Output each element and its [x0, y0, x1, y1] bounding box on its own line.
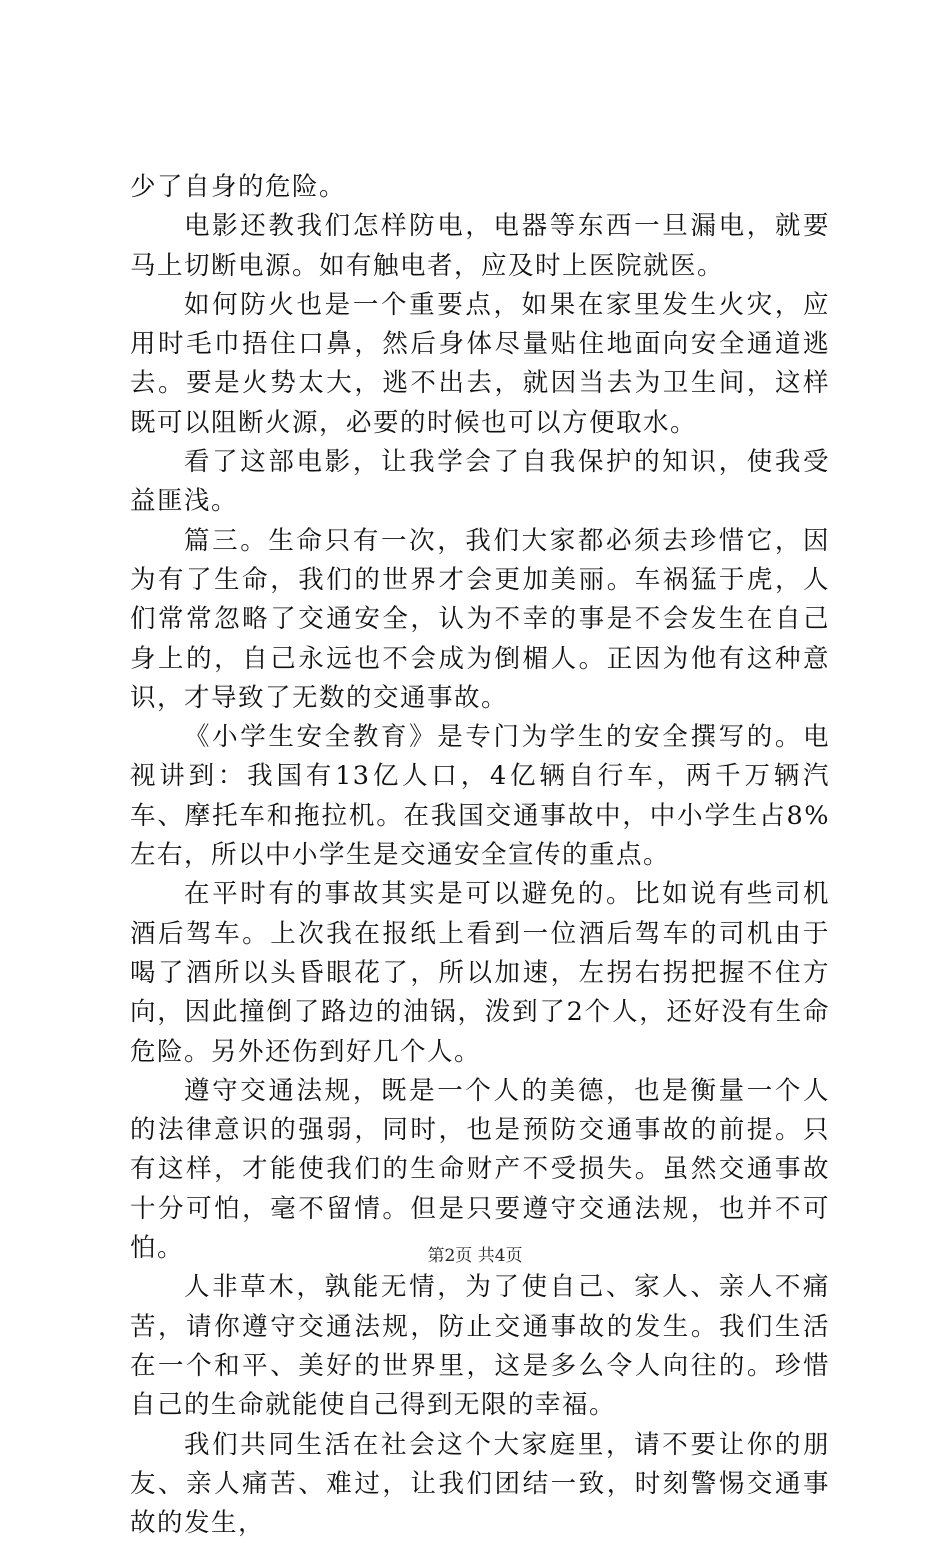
paragraph: 电影还教我们怎样防电，电器等东西一旦漏电，就要马上切断电源。如有触电者，应及时上医院就医。: [130, 207, 830, 286]
paragraph: 看了这部电影，让我学会了自我保护的知识，使我受益匪浅。: [130, 443, 830, 522]
paragraph: 《小学生安全教育》是专门为学生的安全撰写的。电视讲到：我国有13亿人口，4亿辆自行车，两千万辆汽车、摩托车和拖拉机。在我国交通事故中，中小学生占8%左右，所以中小学生是交通安全宣传的重点。: [130, 718, 830, 875]
paragraph: 篇三。生命只有一次，我们大家都必须去珍惜它，因为有了生命，我们的世界才会更加美丽。车祸猛于虎，人们常常忽略了交通安全，认为不幸的事是不会发生在自己身上的，自己永远也不会成为倒楣人。正因为他有这种意识，才导致了无数的交通事故。: [130, 522, 830, 718]
paragraph: 少了自身的危险。: [130, 168, 830, 207]
paragraph: 在平时有的事故其实是可以避免的。比如说有些司机酒后驾车。上次我在报纸上看到一位酒后驾车的司机由于喝了酒所以头昏眼花了，所以加速，左拐右拐把握不住方向，因此撞倒了路边的油锅，泼到了2个人，还好没有生命危险。另外还伤到好几个人。: [130, 875, 830, 1071]
document-body: [130, 168, 830, 1543]
paragraph: 人非草木，孰能无情，为了使自己、家人、亲人不痛苦，请你遵守交通法规，防止交通事故的发生。我们生活在一个和平、美好的世界里，这是多么令人向往的。珍惜自己的生命就能使自己得到无限的幸福。: [130, 1268, 830, 1425]
paragraph: 遵守交通法规，既是一个人的美德，也是衡量一个人的法律意识的强弱，同时，也是预防交通事故的前提。只有这样，才能使我们的生命财产不受损失。虽然交通事故十分可怕，毫不留情。但是只要遵守交通法规，也并不可怕。: [130, 1072, 830, 1268]
paragraph: 如何防火也是一个重要点，如果在家里发生火灾，应用时毛巾捂住口鼻，然后身体尽量贴住地面向安全通道逃去。要是火势太大，逃不出去，就因当去为卫生间，这样既可以阻断火源，必要的时候也可以方便取水。: [130, 286, 830, 443]
paragraph: 我们共同生活在社会这个大家庭里，请不要让你的朋友、亲人痛苦、难过，让我们团结一致，时刻警惕交通事故的发生，: [130, 1426, 830, 1543]
page-number-footer: 第2页 共4页: [0, 1244, 950, 1268]
